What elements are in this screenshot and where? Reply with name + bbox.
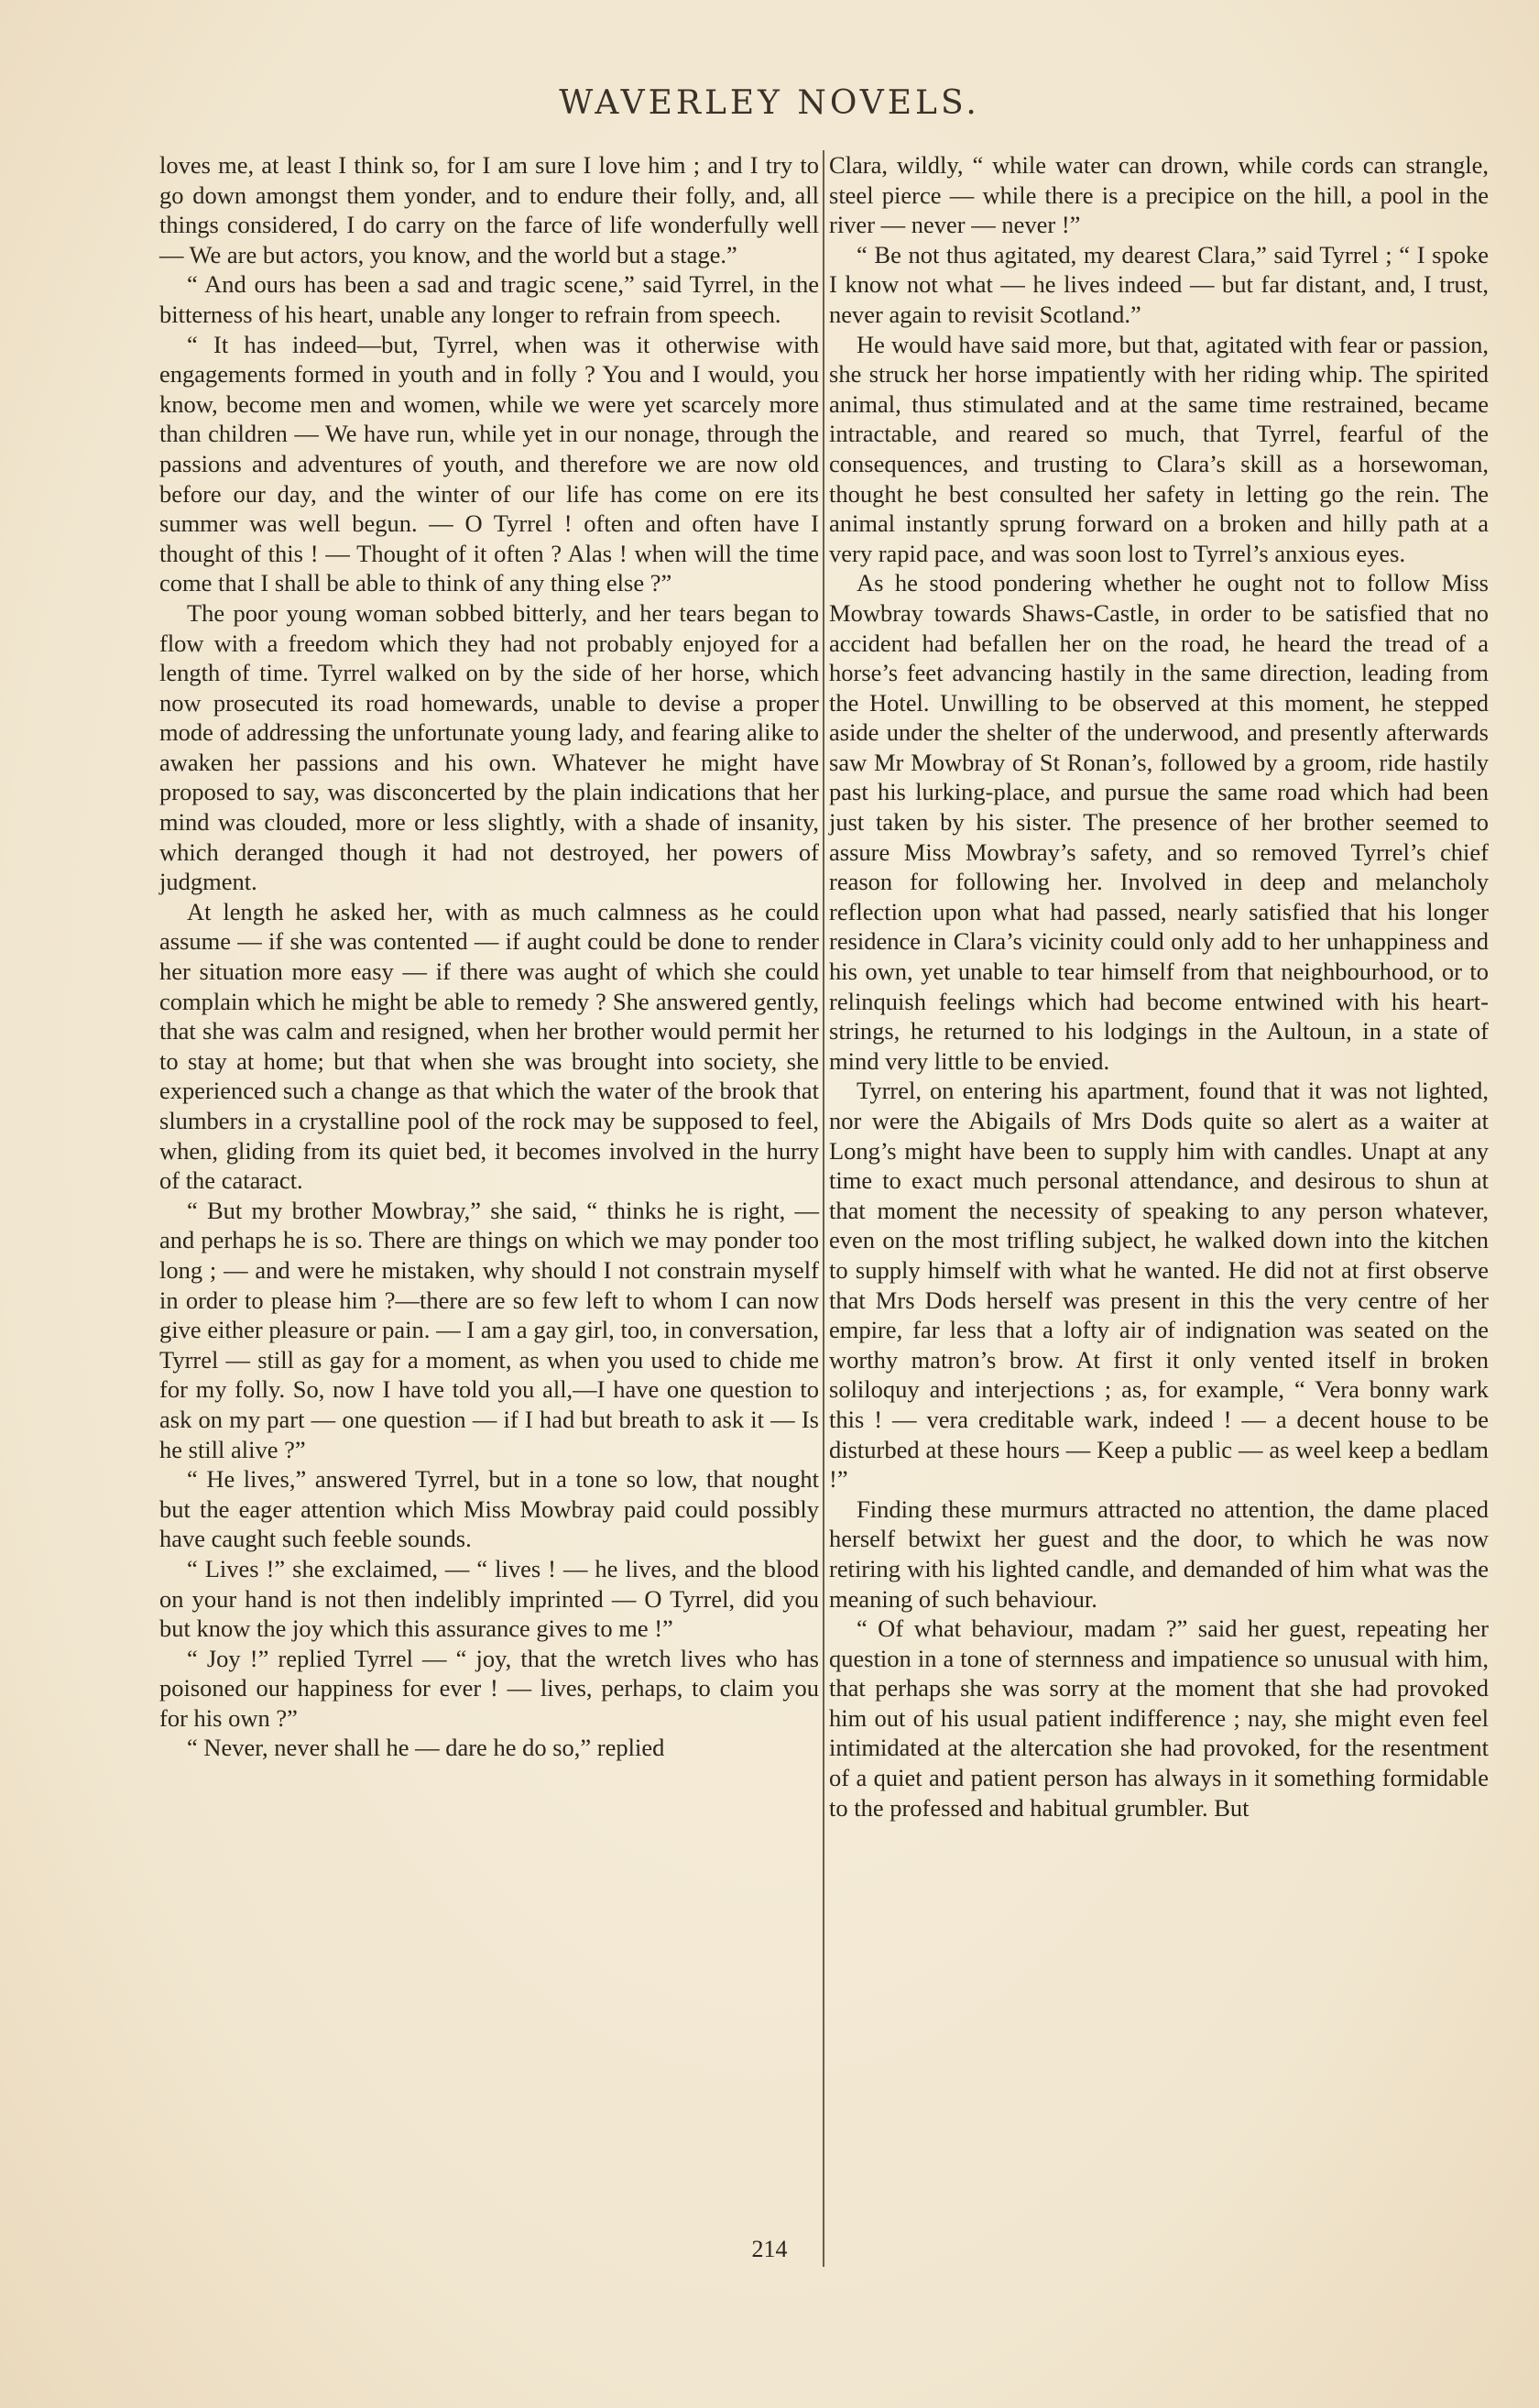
running-title: WAVERLEY NOVELS. xyxy=(559,84,980,122)
paragraph: “ But my brother Mowbray,” she said, “ thinks he is right, — and perhaps he is so. There are things on which we may ponder too long ; — and were he mistaken, why should I not constrain myself in order to please him ?—there are so few left to whom I can now give either pleasure or pain. — I am a gay girl, too, in conversation, Tyrrel — still as gay for a moment, as when you used to chide me for my folly. So, now I have told you all,—I have one question to ask on my part — one question — if I had but breath to ask it — Is he still alive ?” xyxy=(159,1196,819,1463)
paragraph: Clara, wildly, “ while water can drown, while cords can strangle, steel pierce — while there is a precipice on the hill, a pool in the river — never — never !” xyxy=(829,151,1489,239)
paragraph: “ Lives !” she exclaimed, — “ lives ! — he lives, and the blood on your hand is not then indelibly imprinted — O Tyrrel, did you but know the joy which this assurance gives to me !” xyxy=(159,1554,819,1643)
right-column xyxy=(829,150,1489,1822)
paragraph: “ Never, never shall he — dare he do so,” replied xyxy=(187,1734,665,1762)
paragraph: The poor young woman sobbed bitterly, and her tears began to flow with a freedom which they had not probably enjoyed for a length of time. Tyrrel walked on by the side of her horse, which now prosecuted its road homewards, unable to devise a proper mode of addressing the unfortunate young lady, and fearing alike to awaken her passions and his own. Whatever he might have proposed to say, was disconcerted by the plain indications that her mind was clouded, more or less slightly, with a shade of insanity, which deranged though it had not destroyed, her powers of judgment. xyxy=(159,598,819,896)
page-number: 214 xyxy=(751,2236,788,2262)
column-divider xyxy=(823,150,824,2267)
paragraph: “ And ours has been a sad and tragic scene,” said Tyrrel, in the bitterness of his heart, unable any longer to refrain from speech. xyxy=(159,270,819,328)
paragraph: Tyrrel, on entering his apartment, found that it was not lighted, nor were the Abigails of Mrs Dods quite so alert as a waiter at Long’s might have been to supply him with candles. Unapt at any time to exact much personal attendance, and desirous to shun at that moment the necessity of speaking to any person whatever, even on the most trifling subject, he walked down into the kitchen to supply himself with what he wanted. He did not at first observe that Mrs Dods herself was present in this the very centre of her empire, far less that a lofty air of indignation was seated on the worthy matron’s brow. At first it only vented itself in broken soliloquy and interjections ; as, for example, “ Vera bonny wark this ! — vera creditable wark, indeed ! — a decent house to be disturbed at these hours — Keep a public — as weel keep a bedlam !” xyxy=(829,1077,1489,1494)
paragraph: “ He lives,” answered Tyrrel, but in a tone so low, that nought but the eager attention which Miss Mowbray paid could possibly have caught such feeble sounds. xyxy=(159,1465,819,1553)
paragraph: “ Of what behaviour, madam ?” said her guest, repeating her question in a tone of sternness and impatience so unusual with him, that perhaps she was sorry at the moment that she had provoked him out of his usual patient indifference ; nay, she might even feel intimidated at the altercation she had provoked, for the resentment of a quiet and patient person has always in it something formidable to the professed and habitual grumbler. But xyxy=(829,1614,1489,1822)
paragraph: Finding these murmurs attracted no attention, the dame placed herself betwixt her guest and the door, to which he was now retiring with his lighted candle, and demanded of him what was the meaning of such behaviour. xyxy=(829,1494,1489,1613)
paragraph: At length he asked her, with as much calmness as he could assume — if she was contented — if aught could be done to render her situation more easy — if there was aught of which she could complain which he might be able to remedy ? She answered gently, that she was calm and resigned, when her brother would permit her to stay at home; but that when she was brought into society, she experienced such a change as that which the water of the brook that slumbers in a crystalline pool of the rock may be supposed to feel, when, gliding from its quiet bed, it becomes involved in the hurry of the cataract. xyxy=(159,897,819,1195)
paragraph: loves me, at least I think so, for I am sure I love him ; and I try to go down amongst them yonder, and to endure their folly, and, all things considered, I do carry on the farce of life wonderfully well — We are but actors, you know, and the world but a stage.” xyxy=(159,151,819,268)
paragraph: As he stood pondering whether he ought not to follow Miss Mowbray towards Shaws-Castle, in order to be satisfied that no accident had befallen her on the road, he heard the tread of a horse’s feet advancing hastily in the same direction, leading from the Hotel. Unwilling to be observed at this moment, he stepped aside under the shelter of the underwood, and presently afterwards saw Mr Mowbray of St Ronan’s, followed by a groom, ride hastily past his lurking-place, and pursue the same road which had been just taken by his sister. The presence of her brother seemed to assure Miss Mowbray’s safety, and so removed Tyrrel’s chief reason for following her. Involved in deep and melancholy reflection upon what had passed, nearly satisfied that his longer residence in Clara’s vicinity could only add to her unhappiness and his own, yet unable to tear himself from that neighbourhood, or to relinquish feelings which had become entwined with his heart-strings, he returned to his lodgings in the Aultoun, in a state of mind very little to be envied. xyxy=(829,569,1489,1075)
paragraph: “ Joy !” replied Tyrrel — “ joy, that the wretch lives who has poisoned our happiness for ever ! — lives, perhaps, to claim you for his own ?” xyxy=(159,1644,819,1732)
paragraph: He would have said more, but that, agitated with fear or passion, she struck her horse impatiently with her riding whip. The spirited animal, thus stimulated and at the same time restrained, became intractable, and reared so much, that Tyrrel, fearful of the consequences, and trusting to Clara’s skill as a horsewoman, thought he best consulted her safety in letting go the rein. The animal instantly sprung forward on a broken and hilly path at a very rapid pace, and was soon lost to Tyrrel’s anxious eyes. xyxy=(829,330,1489,567)
left-column xyxy=(159,150,819,1763)
paragraph: “ Be not thus agitated, my dearest Clara,” said Tyrrel ; “ I spoke I know not what — he lives indeed — but far distant, and, I trust, never again to revisit Scotland.” xyxy=(829,240,1489,328)
paragraph: “ It has indeed—but, Tyrrel, when was it otherwise with engagements formed in youth and in folly ? You and I would, you know, become men and women, while we were yet scarcely more than children — We have run, while yet in our nonage, through the passions and adventures of youth, and therefore we are now old before our day, and the winter of our life has come on ere its summer was well begun. — O Tyrrel ! often and often have I thought of this ! — Thought of it often ? Alas ! when will the time come that I shall be able to think of any thing else ?” xyxy=(159,330,819,597)
